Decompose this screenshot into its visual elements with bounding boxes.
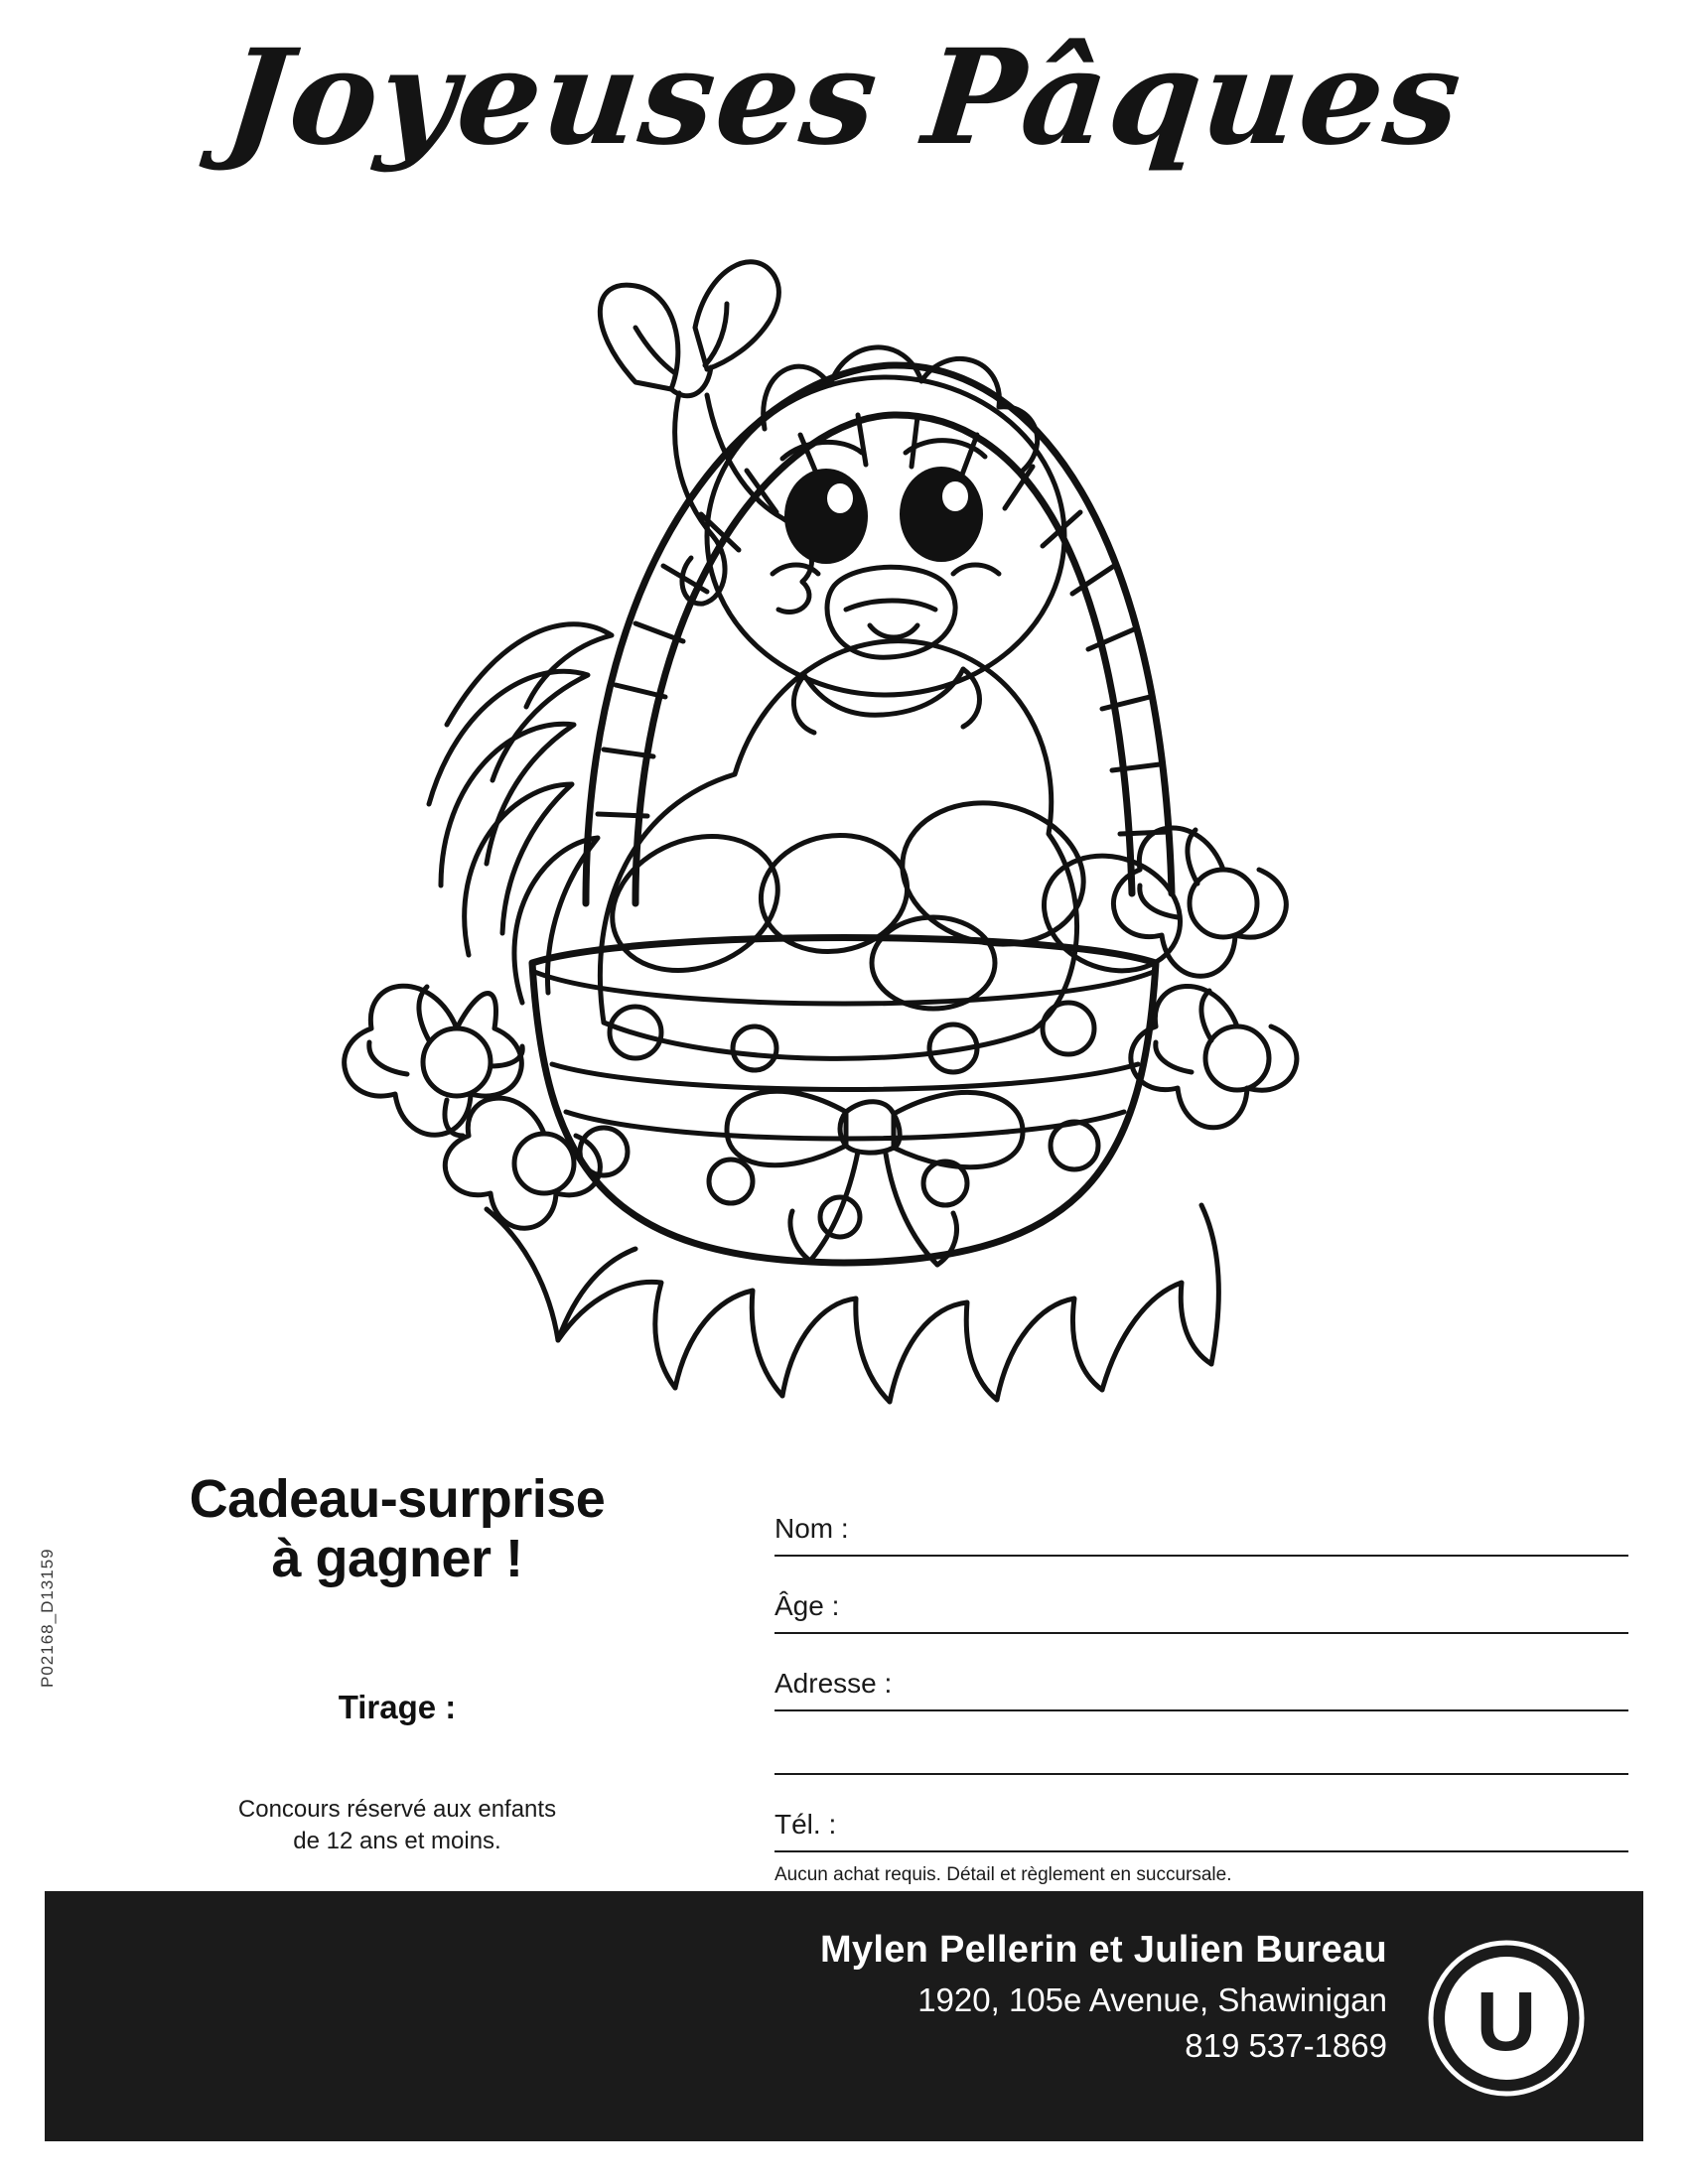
draw-label: Tirage :: [338, 1688, 457, 1725]
page-title-container: [0, 21, 1688, 175]
footer-merchant-name: Mylen Pellerin et Julien Bureau: [819, 1929, 1387, 1971]
promo-headline-line2: à gagner !: [271, 1529, 523, 1589]
easter-basket-chick-coloring-illustration: [338, 208, 1350, 1449]
footer-merchant-info: [820, 1929, 1387, 2065]
field-telephone[interactable]: [774, 1775, 1628, 1852]
footer-address: 1920, 105e Avenue, Shawinigan: [917, 1981, 1387, 2018]
field-adresse-label: Adresse :: [774, 1668, 893, 1699]
contest-restriction-line1: Concours réservé aux enfants: [237, 1795, 557, 1823]
contest-restriction-note: [119, 1794, 675, 1858]
field-age-label: Âge :: [774, 1590, 840, 1621]
entry-form: [774, 1479, 1628, 1886]
field-age[interactable]: [774, 1557, 1628, 1634]
legal-disclaimer: Aucun achat requis. Détail et règlement en succursale.: [774, 1864, 1232, 1885]
field-telephone-label: Tél. :: [774, 1809, 837, 1840]
footer-phone: 819 537-1869: [1185, 2027, 1387, 2064]
document-reference-code: P02168_D13159: [38, 1548, 57, 1688]
promo-block: [119, 1469, 675, 1858]
uniprix-u-logo-icon: [1427, 1939, 1586, 2098]
logo-letter: U: [1476, 1975, 1537, 2068]
field-nom[interactable]: [774, 1479, 1628, 1557]
promo-headline: [119, 1469, 675, 1589]
field-adresse[interactable]: [774, 1634, 1628, 1711]
contest-restriction-line2: de 12 ans et moins.: [293, 1828, 501, 1855]
field-adresse-line2[interactable]: [774, 1711, 1628, 1775]
field-nom-label: Nom :: [774, 1513, 849, 1544]
footer-band: [45, 1891, 1643, 2141]
page-title: Joyeuses Pâques: [218, 21, 1470, 175]
promo-headline-line1: Cadeau-surprise: [189, 1469, 606, 1529]
